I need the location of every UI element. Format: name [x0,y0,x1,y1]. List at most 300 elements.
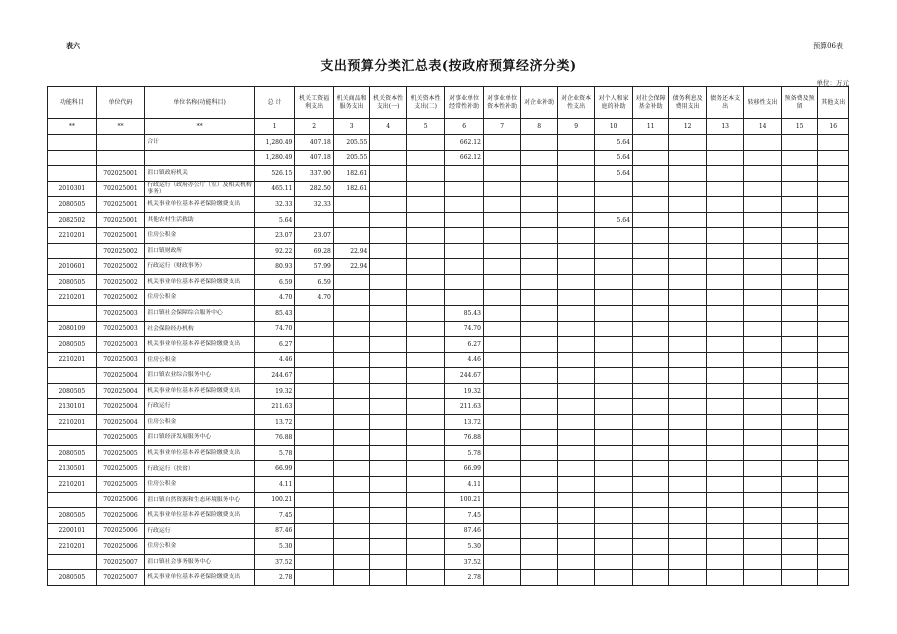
amount-cell [595,274,633,290]
amount-cell [781,461,818,477]
amount-cell [818,523,849,539]
amount-cell: 100.21 [445,492,484,508]
table-row [48,306,849,322]
column-index-cell: 15 [781,119,818,135]
amount-cell [557,352,595,368]
amount-cell [557,492,595,508]
amount-cell [483,414,521,430]
amount-cell [483,477,521,493]
amount-cell [632,290,669,306]
amount-cell [333,477,370,493]
amount-cell [632,492,669,508]
column-index-cell: ** [145,119,255,135]
amount-cell [818,306,849,322]
amount-cell [521,212,558,228]
column-index-cell: 13 [706,119,744,135]
amount-cell [818,461,849,477]
amount-cell [818,259,849,275]
amount-cell [669,445,707,461]
amount-cell [632,212,669,228]
amount-cell [706,243,744,259]
amount-cell [706,197,744,213]
amount-cell [333,228,370,244]
amount-cell [406,166,445,182]
unit-name-cell: 住房公积金 [145,414,255,430]
amount-cell [521,290,558,306]
amount-cell: 32.33 [254,197,295,213]
amount-cell [669,243,707,259]
table-row [48,337,849,353]
amount-cell [632,150,669,166]
amount-cell [406,414,445,430]
amount-cell [669,197,707,213]
column-header: 功能科目 [48,87,97,119]
amount-cell: 337.90 [295,166,334,182]
table-row [48,274,849,290]
amount-cell [744,166,782,182]
amount-cell [818,383,849,399]
unit-code-cell [96,135,145,151]
amount-cell [557,181,595,197]
amount-cell [406,290,445,306]
amount-cell [406,212,445,228]
amount-cell [706,337,744,353]
amount-cell: 465.11 [254,181,295,197]
amount-cell [595,539,633,555]
amount-cell [706,383,744,399]
amount-cell [557,337,595,353]
column-index-cell: 1 [254,119,295,135]
amount-cell [632,321,669,337]
amount-cell [818,243,849,259]
amount-cell [818,554,849,570]
amount-cell [595,414,633,430]
amount-cell [295,306,334,322]
amount-cell [706,181,744,197]
amount-cell [557,383,595,399]
amount-cell: 74.70 [445,321,484,337]
amount-cell [781,492,818,508]
amount-cell [406,243,445,259]
function-code-cell: 2210201 [48,414,97,430]
unit-name-cell: 机关事业单位基本养老保险缴费支出 [145,274,255,290]
amount-cell [818,166,849,182]
amount-cell [595,352,633,368]
amount-cell [706,430,744,446]
amount-cell [669,274,707,290]
amount-cell: 4.11 [254,477,295,493]
unit-name-cell: 社会保险经办机构 [145,321,255,337]
amount-cell [521,399,558,415]
amount-cell [406,135,445,151]
amount-cell: 662.12 [445,135,484,151]
unit-name-cell: 住房公积金 [145,539,255,555]
table-row [48,212,849,228]
amount-cell [521,352,558,368]
amount-cell [557,539,595,555]
amount-cell: 4.70 [295,290,334,306]
amount-cell [406,445,445,461]
function-code-cell: 2080505 [48,445,97,461]
amount-cell [406,523,445,539]
amount-cell [483,274,521,290]
amount-cell [706,321,744,337]
function-code-cell [48,135,97,151]
unit-name-cell: 机关事业单位基本养老保险缴费支出 [145,197,255,213]
table-row [48,290,849,306]
amount-cell [744,445,782,461]
table-number-label: 表六 [66,41,80,50]
amount-cell [669,383,707,399]
column-header: 转移性支出 [744,87,782,119]
unit-code-cell: 702025004 [96,368,145,384]
amount-cell [706,228,744,244]
amount-cell [706,368,744,384]
unit-code-cell: 702025002 [96,243,145,259]
amount-cell [744,259,782,275]
column-index-cell: 16 [818,119,849,135]
function-code-cell [48,368,97,384]
amount-cell [595,321,633,337]
function-code-cell: 2210201 [48,290,97,306]
function-code-cell: 2010301 [48,181,97,197]
amount-cell [370,399,407,415]
amount-cell [557,523,595,539]
amount-cell [744,150,782,166]
amount-cell [669,477,707,493]
amount-cell [483,243,521,259]
amount-cell [818,492,849,508]
amount-cell [521,243,558,259]
amount-cell [744,399,782,415]
amount-cell [521,477,558,493]
column-header: 机关资本性支出(二) [406,87,445,119]
amount-cell [521,368,558,384]
amount-cell: 244.67 [254,368,295,384]
table-row [48,228,849,244]
table-row [48,461,849,477]
table-row [48,492,849,508]
column-header: 单位代码 [96,87,145,119]
amount-cell [406,554,445,570]
amount-cell: 4.11 [445,477,484,493]
amount-cell [295,399,334,415]
amount-cell [370,337,407,353]
amount-cell [781,150,818,166]
amount-cell: 5.64 [595,135,633,151]
unit-code-cell: 702025006 [96,508,145,524]
column-index-cell: 10 [595,119,633,135]
amount-cell: 244.67 [445,368,484,384]
column-header: 对个人和家庭的补助 [595,87,633,119]
amount-cell [781,212,818,228]
function-code-cell: 2080505 [48,508,97,524]
unit-code-cell [96,150,145,166]
amount-cell [483,197,521,213]
amount-cell [781,290,818,306]
table-row [48,477,849,493]
amount-cell [557,150,595,166]
amount-cell [483,492,521,508]
function-code-cell: 2210201 [48,228,97,244]
table-row [48,197,849,213]
function-code-cell: 2080505 [48,337,97,353]
amount-cell [595,461,633,477]
amount-cell [295,383,334,399]
amount-cell [818,570,849,586]
column-index-cell: 4 [370,119,407,135]
function-code-cell: 2080109 [48,321,97,337]
amount-cell [370,368,407,384]
function-code-cell [48,492,97,508]
amount-cell [781,523,818,539]
column-header: 对社会保障基金补助 [632,87,669,119]
amount-cell [557,461,595,477]
amount-cell: 87.46 [445,523,484,539]
amount-cell [370,290,407,306]
amount-cell [781,399,818,415]
amount-cell: 205.55 [333,150,370,166]
unit-code-cell: 702025005 [96,461,145,477]
amount-cell: 211.63 [445,399,484,415]
amount-cell [744,383,782,399]
table-body [48,119,849,586]
amount-cell [557,477,595,493]
unit-name-cell: 沮口镇经济发展服务中心 [145,430,255,446]
amount-cell [333,306,370,322]
amount-cell [744,321,782,337]
amount-cell [781,554,818,570]
amount-cell: 5.78 [254,445,295,461]
amount-cell [333,461,370,477]
amount-cell [557,306,595,322]
amount-cell [706,570,744,586]
amount-cell [521,508,558,524]
amount-cell [483,445,521,461]
amount-cell [521,430,558,446]
column-index-cell: 11 [632,119,669,135]
unit-name-cell: 行政运行（财政事务） [145,259,255,275]
amount-cell [632,274,669,290]
unit-code-cell: 702025004 [96,383,145,399]
unit-code-cell: 702025004 [96,414,145,430]
amount-cell [818,290,849,306]
amount-cell [483,430,521,446]
amount-cell [818,352,849,368]
amount-cell [706,212,744,228]
amount-cell [781,368,818,384]
unit-code-cell: 702025001 [96,197,145,213]
table-row [48,445,849,461]
function-code-cell: 2082502 [48,212,97,228]
amount-cell [557,554,595,570]
unit-name-cell [145,150,255,166]
unit-name-cell: 机关事业单位基本养老保险缴费支出 [145,383,255,399]
unit-code-cell: 702025006 [96,539,145,555]
amount-cell [595,492,633,508]
amount-cell [333,321,370,337]
amount-cell: 80.93 [254,259,295,275]
amount-cell [595,337,633,353]
amount-cell [370,274,407,290]
amount-cell [744,492,782,508]
amount-cell [744,181,782,197]
amount-cell [595,368,633,384]
amount-cell [333,508,370,524]
unit-name-cell: 合计 [145,135,255,151]
column-index-cell: 7 [483,119,521,135]
amount-cell [557,274,595,290]
amount-cell [632,197,669,213]
unit-code-cell: 702025002 [96,259,145,275]
amount-cell [818,337,849,353]
unit-name-cell: 行政运行 [145,399,255,415]
amount-cell [632,383,669,399]
amount-cell: 2.78 [445,570,484,586]
amount-cell [781,352,818,368]
column-index-cell: 14 [744,119,782,135]
amount-cell: 6.59 [295,274,334,290]
unit-name-cell: 住房公积金 [145,290,255,306]
amount-cell [781,477,818,493]
amount-cell [333,290,370,306]
amount-cell [595,508,633,524]
amount-cell [669,150,707,166]
unit-code-cell: 702025004 [96,399,145,415]
amount-cell [818,321,849,337]
amount-cell [744,508,782,524]
amount-cell [669,461,707,477]
amount-cell [706,461,744,477]
amount-cell [521,445,558,461]
unit-name-cell: 其他农村生活救助 [145,212,255,228]
amount-cell [521,181,558,197]
amount-cell [595,290,633,306]
function-code-cell: 2080505 [48,383,97,399]
amount-cell [557,166,595,182]
column-header: 对事业单位资本性补助 [483,87,521,119]
amount-cell [632,181,669,197]
column-index-cell: ** [48,119,97,135]
amount-cell: 407.18 [295,150,334,166]
amount-cell [406,461,445,477]
amount-cell: 6.27 [254,337,295,353]
amount-cell [295,321,334,337]
amount-cell [632,166,669,182]
amount-cell [557,243,595,259]
unit-name-cell: 机关事业单位基本养老保险缴费支出 [145,508,255,524]
amount-cell: 182.61 [333,166,370,182]
amount-cell [706,539,744,555]
amount-cell [557,368,595,384]
amount-cell [595,477,633,493]
amount-cell [483,337,521,353]
table-row [48,383,849,399]
amount-cell [445,290,484,306]
amount-cell [706,150,744,166]
amount-cell [333,197,370,213]
amount-cell [406,508,445,524]
amount-cell [295,554,334,570]
unit-name-cell: 住房公积金 [145,228,255,244]
amount-cell [744,290,782,306]
amount-cell [669,554,707,570]
amount-cell [370,352,407,368]
amount-cell [781,306,818,322]
amount-cell [521,228,558,244]
amount-cell [370,321,407,337]
unit-code-cell: 702025001 [96,228,145,244]
function-code-cell: 2010601 [48,259,97,275]
amount-cell [406,477,445,493]
unit-code-cell: 702025007 [96,570,145,586]
amount-cell [483,259,521,275]
amount-cell [706,259,744,275]
amount-cell [744,461,782,477]
amount-cell [521,274,558,290]
amount-cell: 23.07 [254,228,295,244]
amount-cell [557,290,595,306]
amount-cell [295,445,334,461]
amount-cell [295,368,334,384]
column-header: 债务利息及费用支出 [669,87,707,119]
amount-cell [295,352,334,368]
amount-cell [781,181,818,197]
amount-cell [483,383,521,399]
amount-cell [521,197,558,213]
amount-cell: 76.88 [445,430,484,446]
amount-cell [744,523,782,539]
amount-cell [781,414,818,430]
amount-cell: 19.32 [445,383,484,399]
amount-cell [744,430,782,446]
unit-name-cell: 沮口镇社会保障综合服务中心 [145,306,255,322]
amount-cell [744,554,782,570]
amount-cell [669,570,707,586]
amount-cell [483,306,521,322]
form-code-label: 预算06表 [813,42,843,50]
amount-cell: 5.64 [595,212,633,228]
amount-cell: 5.64 [595,166,633,182]
amount-cell: 5.78 [445,445,484,461]
amount-cell [595,523,633,539]
amount-cell: 5.64 [595,150,633,166]
amount-cell [781,445,818,461]
amount-cell [744,135,782,151]
amount-cell [445,259,484,275]
amount-cell [669,228,707,244]
column-header: 其他支出 [818,87,849,119]
amount-cell [669,399,707,415]
amount-cell [445,243,484,259]
amount-cell [521,150,558,166]
amount-cell [445,228,484,244]
amount-cell [706,399,744,415]
amount-cell [370,492,407,508]
amount-cell [781,570,818,586]
amount-cell [706,352,744,368]
unit-name-cell: 机关事业单位基本养老保险缴费支出 [145,445,255,461]
amount-cell [370,259,407,275]
amount-cell [333,383,370,399]
amount-cell [557,212,595,228]
table-row [48,321,849,337]
amount-cell [521,461,558,477]
amount-cell [483,539,521,555]
function-code-cell [48,306,97,322]
amount-cell [706,135,744,151]
amount-cell [370,181,407,197]
